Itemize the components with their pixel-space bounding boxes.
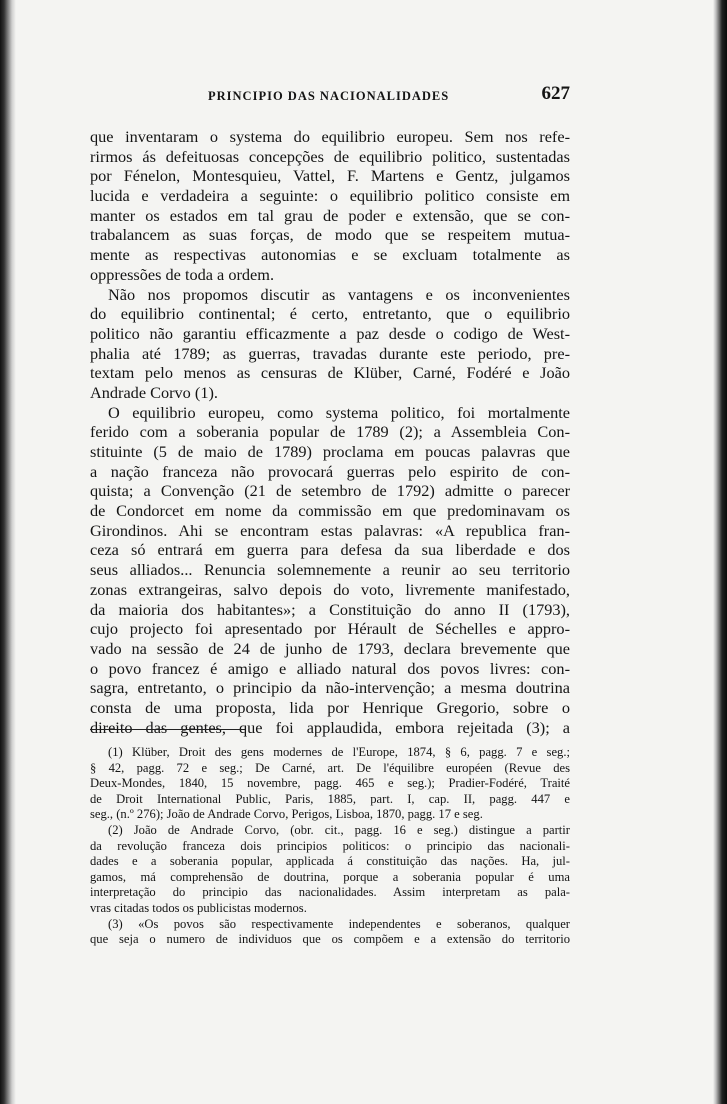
text-line: sagra, entretanto, o principio da não-intervenção; a mesma doutrina (90, 678, 570, 698)
footnote-line: interpretação do principio das nacionalidades. Assim interpretam as pala- (90, 885, 570, 900)
footnote-separator (90, 729, 245, 730)
text-line: vado na sessão de 24 de junho de 1793, declara brevemente que (90, 638, 570, 658)
text-line: phalia até 1789; as guerras, travadas durante este periodo, pre- (90, 343, 570, 363)
text-line: quista; a Convenção (21 de setembro de 1792) admitte o parecer (90, 481, 570, 501)
footnotes (90, 745, 570, 948)
text-line: politico não garantiu efficazmente a paz desde o codigo de West- (90, 323, 570, 343)
text-line: seus alliados... Renuncia solemnemente a reunir ao seu territorio (90, 560, 570, 580)
text-line: textam pelo menos as censuras de Klüber, Carné, Fodéré e João (90, 363, 570, 383)
text-line: trabalancem as suas forças, de modo que se respeitem mutua- (90, 225, 570, 245)
footnote-line: de Droit International Public, Paris, 1885, part. I, cap. II, pagg. 447 e (90, 791, 570, 806)
text-line: stituinte (5 de maio de 1789) proclama em poucas palavras que (90, 442, 570, 461)
body-text (90, 127, 570, 737)
text-line: Girondinos. Ahi se encontram estas palavras: «A republica fran- (90, 520, 570, 540)
footnote-line: (3) «Os povos são respectivamente independentes e soberanos, qualquer (108, 916, 570, 931)
footnote-line: (2) João de Andrade Corvo, (obr. cit., pagg. 16 e seg.) distingue a partir (108, 822, 570, 837)
text-line: Não nos propomos discutir as vantagens e os inconvenientes (108, 284, 570, 304)
text-line: manter os estados em tal grau de poder e extensão, que se con- (90, 205, 570, 225)
page-header (90, 83, 570, 107)
footnote-line: da revolução franceza dois principios politicos: o principio das nacionali- (90, 838, 570, 853)
text-line: cujo projecto foi apresentado por Hérault de Séchelles e appro- (90, 619, 570, 639)
footnote-line: Deux-Mondes, 1840, 15 novembre, pagg. 465 e seg.); Pradier-Fodéré, Traité (90, 776, 570, 791)
text-line: a nação franceza não provocará guerras pelo espirito de con- (90, 461, 570, 481)
text-line: da maioria dos habitantes»; a Constituição do anno II (1793), (90, 599, 570, 619)
text-line: O equilibrio europeu, como systema politico, foi mortalmente (108, 402, 570, 422)
footnote-line: vras citadas todos os publicistas modernos. (90, 900, 307, 915)
text-line: zonas extrangeiras, salvo depois do voto, livremente manifestado, (90, 579, 570, 599)
text-line: direito das gentes, que foi applaudida, embora rejeitada (3); a (90, 717, 570, 737)
running-title: PRINCIPIO DAS NACIONALIDADES (208, 89, 450, 103)
text-line: consta de uma proposta, lida por Henrique Gregorio, sobre o (90, 697, 570, 717)
footnote-line: seg., (n.º 276); João de Andrade Corvo, Perigos, Lisboa, 1870, pagg. 17 e seg. (90, 807, 483, 822)
scan-left-edge (0, 0, 16, 1104)
text-line: do equilibrio continental; é certo, entretanto, que o equilibrio (90, 304, 570, 324)
text-line: ferido com a soberania popular de 1789 (2); a Assembleia Con- (90, 422, 570, 442)
text-line: ceza só entrará em guerra para defesa da sua liberdade e dos (90, 540, 570, 560)
text-line: Andrade Corvo (1). (90, 382, 218, 402)
footnote-line: que seja o numero de individuos que os compõem e a extensão do territorio (90, 932, 570, 947)
text-line: o povo francez é amigo e alliado natural dos povos livres: con- (90, 658, 570, 678)
footnote-line: § 42, pagg. 72 e seg.; De Carné, art. De l'équilibre européen (Revue des (90, 760, 570, 775)
text-line: rirmos ás defeituosas concepções de equilibrio politico, sustentadas (90, 146, 570, 166)
footnote-line: dades e a soberania popular, applicada á constituição das nações. Ha, jul- (90, 854, 570, 869)
scan-right-edge (713, 0, 727, 1104)
text-line: que inventaram o systema do equilibrio europeu. Sem nos refe- (90, 127, 570, 146)
text-line: de Condorcet em nome da commissão em que predominavam os (90, 501, 570, 521)
footnote-line: (1) Klüber, Droit des gens modernes de l'Europe, 1874, § 6, pagg. 7 e seg.; (108, 745, 570, 759)
text-line: por Fénelon, Montesquieu, Vattel, F. Martens e Gentz, julgamos (90, 166, 570, 186)
footnote-line: gamos, má comprehensão de doutrina, porque a soberania popular é uma (90, 869, 570, 884)
text-line: mente as respectivas autonomias e se excluam totalmente as (90, 245, 570, 265)
text-line: oppressões de toda a ordem. (90, 264, 275, 284)
page-number: 627 (541, 83, 570, 104)
text-line: lucida e verdadeira a seguinte: o equilibrio politico consiste em (90, 186, 570, 206)
